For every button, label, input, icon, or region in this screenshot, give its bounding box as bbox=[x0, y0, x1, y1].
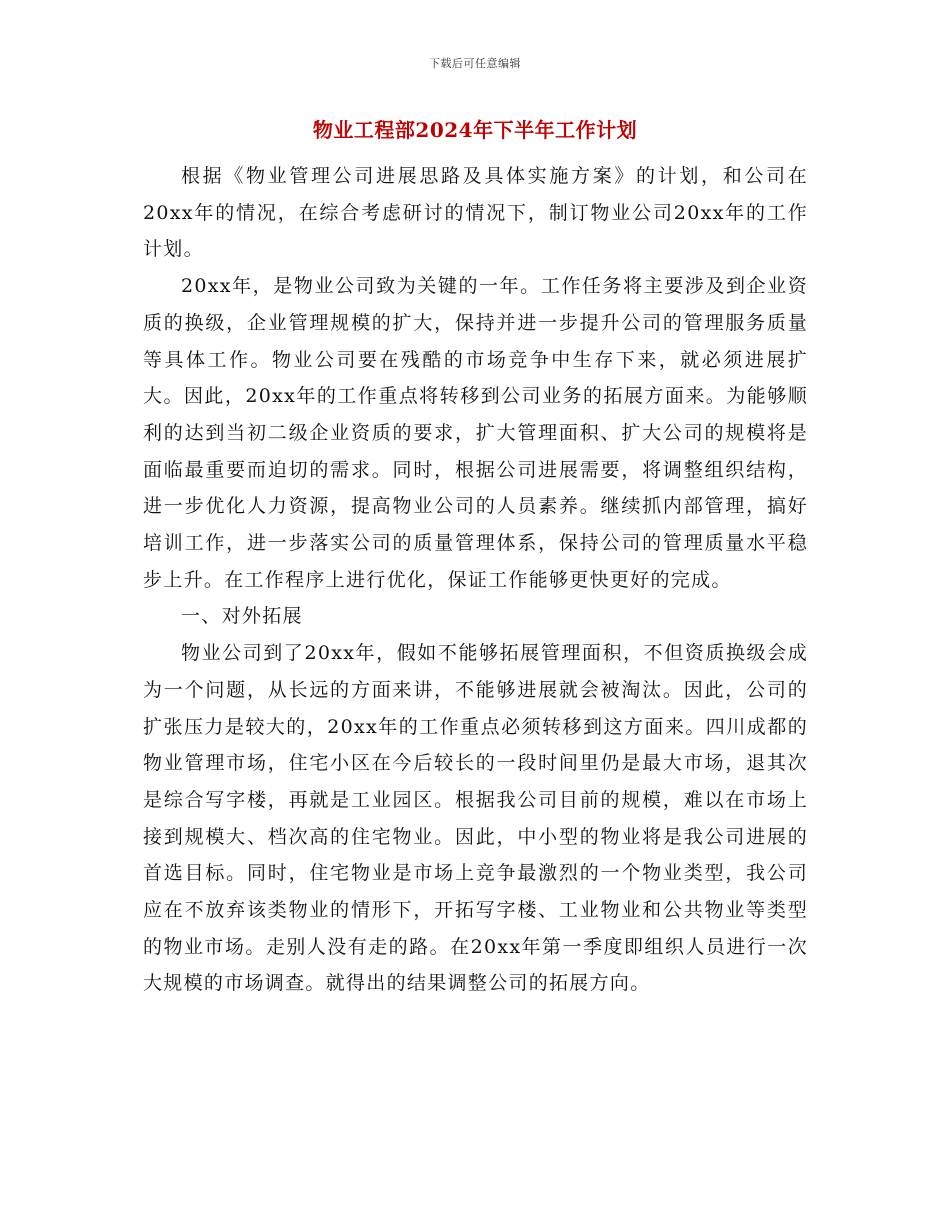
document-body bbox=[143, 158, 808, 1002]
paragraph-overview: 20xx年，是物业公司致为关键的一年。工作任务将主要涉及到企业资质的换级，企业管理规模的扩大，保持并进一步提升公司的管理服务质量等具体工作。物业公司要在残酷的市场竞争中生存下来，就必须进展扩大。因此，20xx年的工作重点将转移到公司业务的拓展方面来。为能够顺利的达到当初二级企业资质的要求，扩大管理面积、扩大公司的规模将是面临最重要而迫切的需求。同时，根据公司进展需要，将调整组织结构，进一步优化人力资源，提高物业公司的人员素养。继续抓内部管理，搞好培训工作，进一步落实公司的质量管理体系，保持公司的管理质量水平稳步上升。在工作程序上进行优化，保证工作能够更快更好的完成。 bbox=[143, 275, 808, 591]
section-heading-external-expansion: 一、对外拓展 bbox=[181, 605, 303, 628]
header-note: 下载后可任意编辑 bbox=[429, 57, 521, 70]
paragraph-external-expansion: 物业公司到了20xx年，假如不能够拓展管理面积，不但资质换级会成为一个问题，从长远的方面来讲，不能够进展就会被淘汰。因此，公司的扩张压力是较大的，20xx年的工作重点必须转移到这方面来。四川成都的物业管理市场，住宅小区在今后较长的一段时间里仍是最大市场，退其次是综合写字楼，再就是工业园区。根据我公司目前的规模，难以在市场上接到规模大、档次高的住宅物业。因此，中小型的物业将是我公司进展的首选目标。同时，住宅物业是市场上竞争最激烈的一个物业类型，我公司应在不放弃该类物业的情形下，开拓写字楼、工业物业和公共物业等类型的物业市场。走别人没有走的路。在20xx年第一季度即组织人员进行一次大规模的市场调查。就得出的结果调整公司的拓展方向。 bbox=[143, 642, 808, 995]
document-title: 物业工程部2024年下半年工作计划 bbox=[312, 118, 638, 142]
paragraph-intro: 根据《物业管理公司进展思路及具体实施方案》的计划，和公司在20xx年的情况，在综合考虑研讨的情况下，制订物业公司20xx年的工作计划。 bbox=[143, 165, 808, 261]
